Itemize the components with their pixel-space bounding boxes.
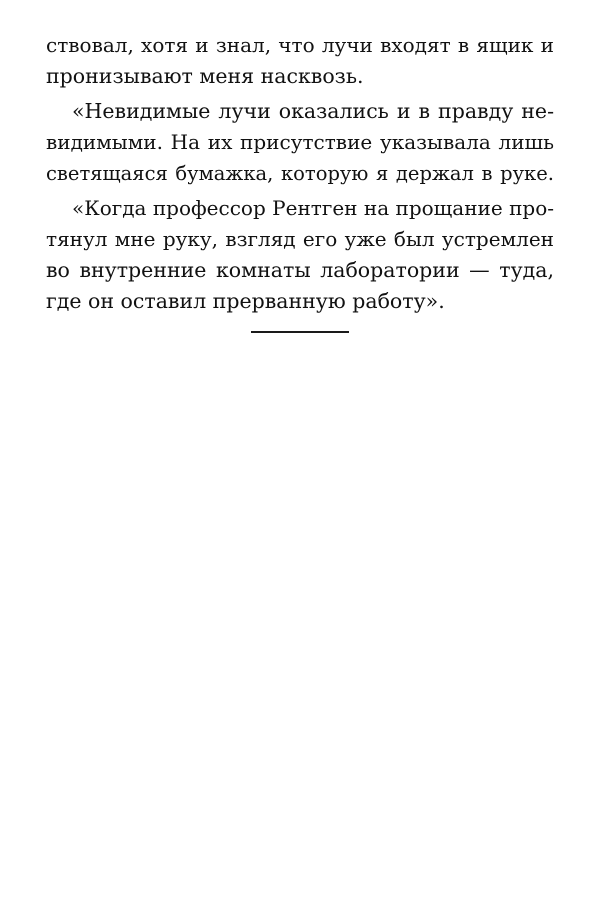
text-line: пронизывают меня насквозь.: [46, 64, 364, 88]
text-line: где он оставил прерванную работу».: [46, 289, 445, 313]
text-line: видимыми. На их присутствие указывала лишь: [46, 130, 554, 154]
section-divider: [251, 331, 349, 333]
text-line: во внутренние комнаты лаборатории — туда,: [46, 258, 554, 282]
text-line: тянул мне руку, взгляд его уже был устремлен: [46, 227, 554, 251]
book-page: [46, 30, 554, 317]
text-line: светящаяся бумажка, которую я держал в руке.: [46, 162, 554, 185]
text-line: «Невидимые лучи оказались и в правду не-: [72, 99, 554, 123]
text-line: «Когда профессор Рентген на прощание про-: [72, 196, 554, 220]
paragraph-2: [46, 96, 554, 189]
paragraph-3: [46, 193, 554, 317]
paragraph-1: [46, 30, 554, 92]
text-line: ствовал, хотя и знал, что лучи входят в ящик и: [46, 33, 554, 57]
